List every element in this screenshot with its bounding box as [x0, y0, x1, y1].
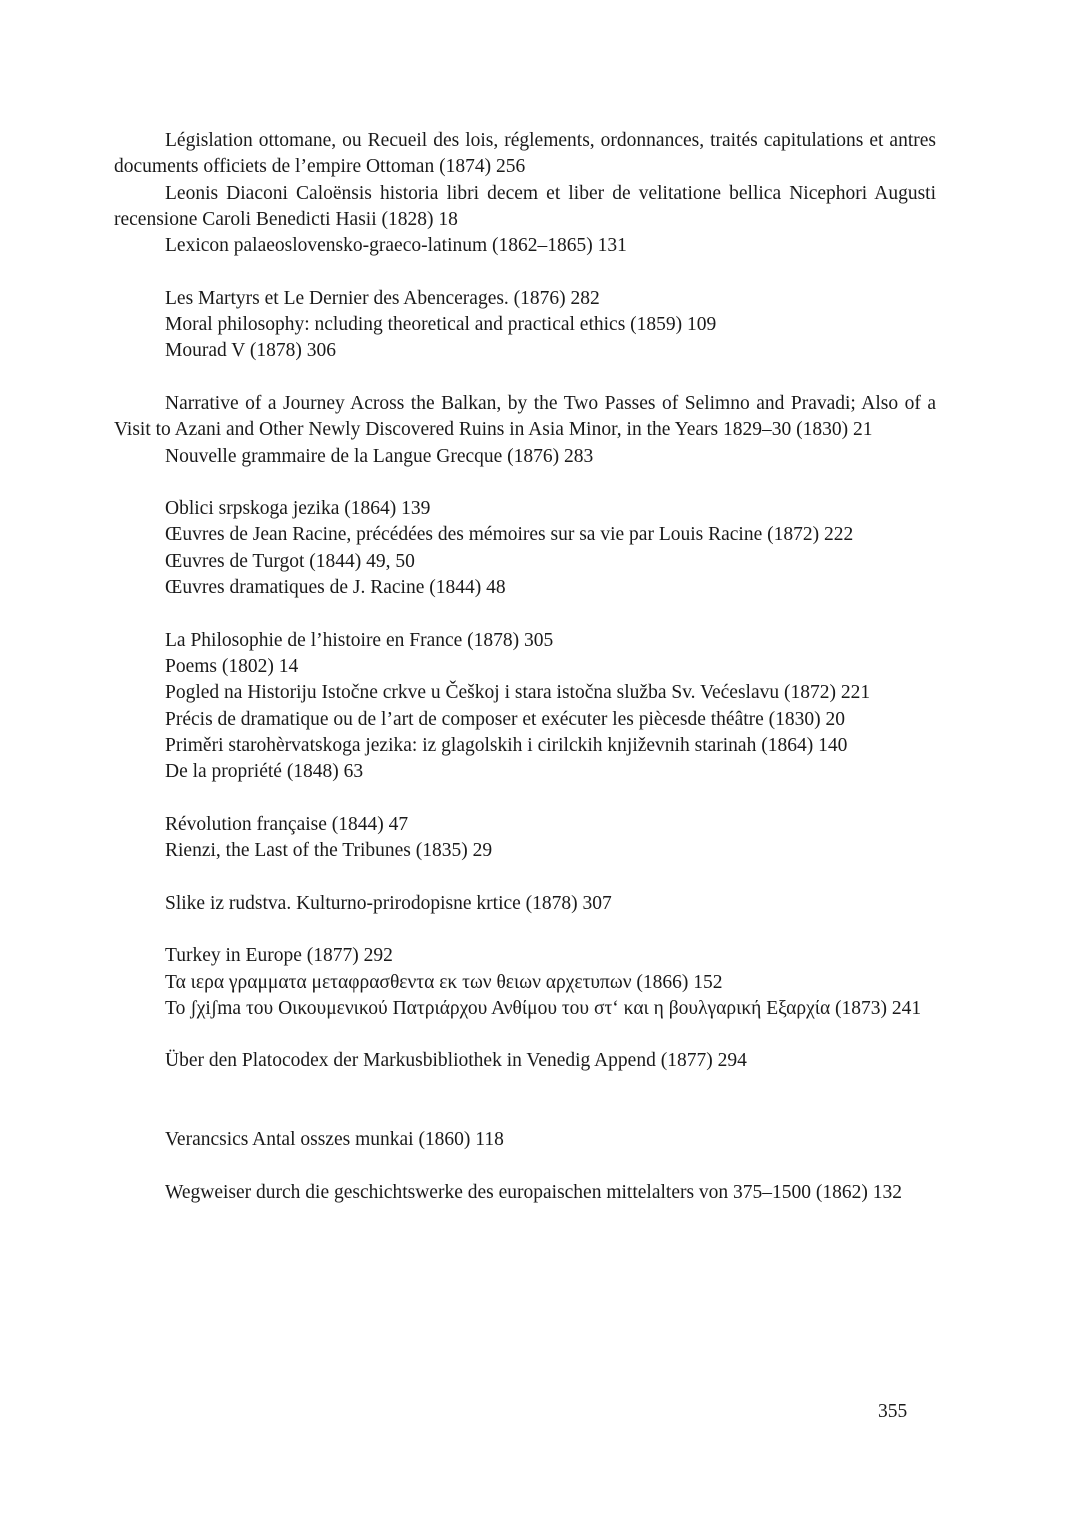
index-entry: Poems (1802) 14 — [165, 655, 299, 677]
index-group-u — [114, 1048, 936, 1074]
index-entry: Narrative of a Journey Across the Balkan, by the Two Passes of Selimno and Pravadi; Also of a Visit to Azani and Other Newly Discovered Ruins in Asia Minor, in the Years 1829–30 (1830) 21 — [114, 392, 936, 441]
index-entry: De la propriété (1848) 63 — [165, 761, 364, 783]
index-list — [114, 128, 936, 1232]
index-entry: Précis de dramatique ou de l’art de composer et exécuter les piècesde théâtre (1830) 20 — [165, 708, 846, 730]
index-entry: Mourad V (1878) 306 — [165, 340, 336, 362]
index-group-t — [114, 943, 936, 1022]
index-entry: Rienzi, the Last of the Tribunes (1835) 29 — [165, 840, 493, 862]
index-entry: Moral philosophy: ncluding theoretical and practical ethics (1859) 109 — [165, 314, 717, 336]
index-entry: Slike iz rudstva. Kulturno-prirodopisne krtice (1878) 307 — [165, 892, 612, 914]
index-entry: Révolution française (1844) 47 — [165, 813, 409, 835]
index-group-l — [114, 128, 936, 259]
index-group-r — [114, 812, 936, 865]
index-entry: Œuvres de Turgot (1844) 49, 50 — [165, 550, 415, 572]
index-entry: Législation ottomane, ou Recueil des lois, réglements, ordonnances, traités capitulations et antres documents officiets de l’empire Ottoman (1874) 256 — [114, 130, 936, 178]
index-entry: Priměri starohèrvatskoga jezika: iz glagolskih i cirilckih književnih starinah (1864) 140 — [165, 734, 848, 756]
index-entry: Το ʃχiʃma του Οικουμενικού Πατριάρχου Ανθίμου του στ‘ και η βουλγαρική Εξαρχία (1873) 241 — [165, 997, 922, 1019]
index-entry: Leonis Diaconi Caloënsis historia libri decem et liber de velitatione bellica Nicephori Augusti recensione Caroli Benedicti Hasii (1828) 18 — [114, 182, 936, 230]
index-group-n — [114, 391, 936, 470]
index-entry: Wegweiser durch die geschichtswerke des europaischen mittelalters von 375–1500 (1862) 132 — [165, 1181, 903, 1203]
index-entry: Nouvelle grammaire de la Langue Grecque (1876) 283 — [165, 445, 594, 467]
index-group-s — [114, 891, 936, 917]
index-group-o — [114, 496, 936, 601]
index-entry: Turkey in Europe (1877) 292 — [165, 945, 393, 967]
index-entry: Über den Platocodex der Markusbibliothek in Venedig Append (1877) 294 — [165, 1050, 747, 1072]
index-entry: Τα ιερα γραμματα μεταφρασθεντα εκ των θειων αρχετυπων (1866) 152 — [165, 971, 723, 993]
index-entry: Verancsics Antal osszes munkai (1860) 118 — [165, 1129, 504, 1151]
page-number: 355 — [878, 1401, 908, 1422]
index-entry: Les Martyrs et Le Dernier des Abencerages. (1876) 282 — [165, 287, 600, 309]
index-entry: La Philosophie de l’histoire en France (1878) 305 — [165, 629, 554, 651]
index-group-v — [114, 1127, 936, 1153]
index-group-m — [114, 286, 936, 365]
index-entry: Oblici srpskoga jezika (1864) 139 — [165, 498, 431, 520]
index-entry: Lexicon palaeoslovensko-graeco-latinum (1862–1865) 131 — [165, 235, 627, 257]
index-entry: Œuvres dramatiques de J. Racine (1844) 48 — [165, 577, 506, 599]
index-group-p — [114, 628, 936, 786]
index-entry: Pogled na Historiju Istočne crkve u Češkoj i stara istočna služba Sv. Većeslavu (1872) 221 — [165, 682, 871, 704]
index-group-w — [114, 1180, 936, 1206]
index-entry: Œuvres de Jean Racine, précédées des mémoires sur sa vie par Louis Racine (1872) 222 — [165, 524, 854, 546]
